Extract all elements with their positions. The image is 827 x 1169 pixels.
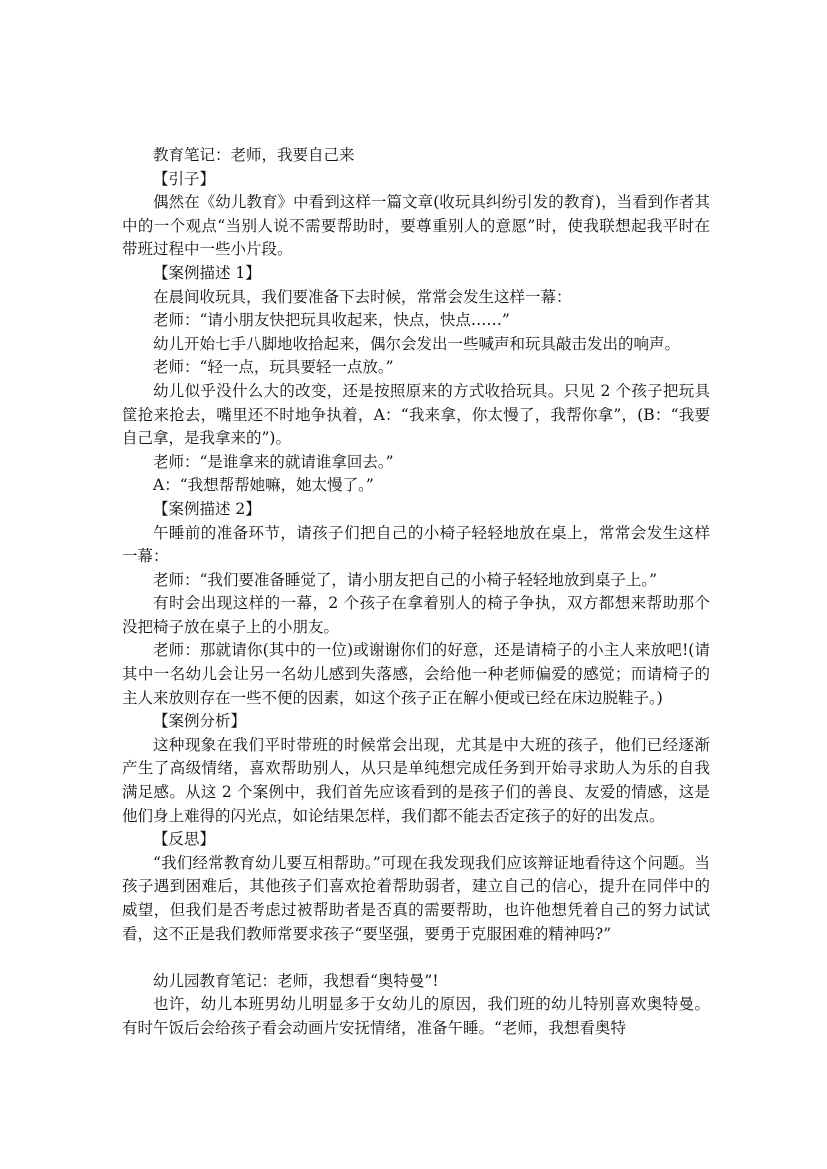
section-heading-analysis: 【案例分析】: [153, 712, 247, 731]
paragraph: 老师：“我们要准备睡觉了，请小朋友把自己的小椅子轻轻地放到桌子上。”: [153, 570, 658, 589]
paragraph: 老师：那就请你(其中的一位)或谢谢你们的好意，还是请椅子的小主人来放吧!(请其中一名幼儿会让另一名幼儿感到失落感，会给他一种老师偏爱的感觉；而请椅子的主人来放则存在一些不便的因素，如这个孩子正在解小便或已经在床边脱鞋子。): [122, 641, 710, 707]
article-title: 教育笔记：老师，我要自己来: [153, 146, 355, 164]
paragraph: 老师：“是谁拿来的就请谁拿回去。”: [153, 452, 394, 471]
document-page: [122, 144, 710, 1041]
paragraph: 有时会出现这样的一幕，2 个孩子在拿着别人的椅子争执，双方都想来帮助那个没把椅子放在桌子上的小朋友。: [122, 594, 710, 636]
section-heading-case-1: 【案例描述 1】: [153, 263, 261, 282]
second-article-title: 幼儿园教育笔记：老师，我想看“奥特曼”!: [153, 971, 439, 990]
paragraph: 幼儿开始七手八脚地收拾起来，偶尔会发出一些喊声和玩具敲击发出的响声。: [153, 334, 681, 353]
paragraph: 老师：“请小朋友快把玩具收起来，快点，快点……”: [153, 311, 510, 330]
paragraph: 这种现象在我们平时带班的时候常会出现，尤其是中大班的孩子，他们已经逐渐产生了高级情绪，喜欢帮助别人，从只是单纯想完成任务到开始寻求助人为乐的自我满足感。从这 2 个案例中，我们首先应该看到的是孩子们的善良、友爱的情感，这是他们身上难得的闪光点，如论结果怎样，我们都不能去否定孩子的好的出发点。: [122, 735, 710, 825]
paragraph: 在晨间收玩具，我们要准备下去时候，常常会发生这样一幕：: [153, 287, 572, 306]
section-heading-case-2: 【案例描述 2】: [153, 499, 261, 518]
paragraph: “我们经常教育幼儿要互相帮助。”可现在我发现我们应该辩证地看待这个问题。当孩子遇到困难后，其他孩子们喜欢抢着帮助弱者，建立自己的信心，提升在同伴中的威望，但我们是否考虑过被帮助者是否真的需要帮助，也许他想凭着自己的努力试试看，这不正是我们教师常要求孩子“要坚强，要勇于克服困难的精神吗?”: [122, 853, 710, 943]
paragraph: A：“我想帮帮她嘛，她太慢了。”: [153, 476, 374, 495]
second-article-body: 也许，幼儿本班男幼儿明显多于女幼儿的原因，我们班的幼儿特别喜欢奥特曼。有时午饭后会给孩子看会动画片安抚情绪，准备午睡。“老师，我想看奥特: [122, 995, 710, 1037]
article-separator: [122, 946, 710, 970]
paragraph: 幼儿似乎没什么大的改变，还是按照原来的方式收拾玩具。只见 2 个孩子把玩具筐抢来抢去，嘴里还不时地争执着，A：“我来拿，你太慢了，我帮你拿”，(B：“我要自己拿，是我拿来的”)。: [122, 381, 710, 448]
section-heading-intro: 【引子】: [153, 169, 216, 188]
paragraph: 老师：“轻一点，玩具要轻一点放。”: [153, 358, 394, 377]
paragraph: 午睡前的准备环节，请孩子们把自己的小椅子轻轻地放在桌上，常常会发生这样一幕：: [122, 523, 710, 566]
paragraph: 偶然在《幼儿教育》中看到这样一篇文章(收玩具纠纷引发的教育)，当看到作者其中的一个观点“当别人说不需要帮助时，要尊重别人的意愿”时，使我联想起我平时在带班过程中一些小片段。: [122, 193, 710, 259]
section-heading-reflection: 【反思】: [153, 830, 216, 849]
